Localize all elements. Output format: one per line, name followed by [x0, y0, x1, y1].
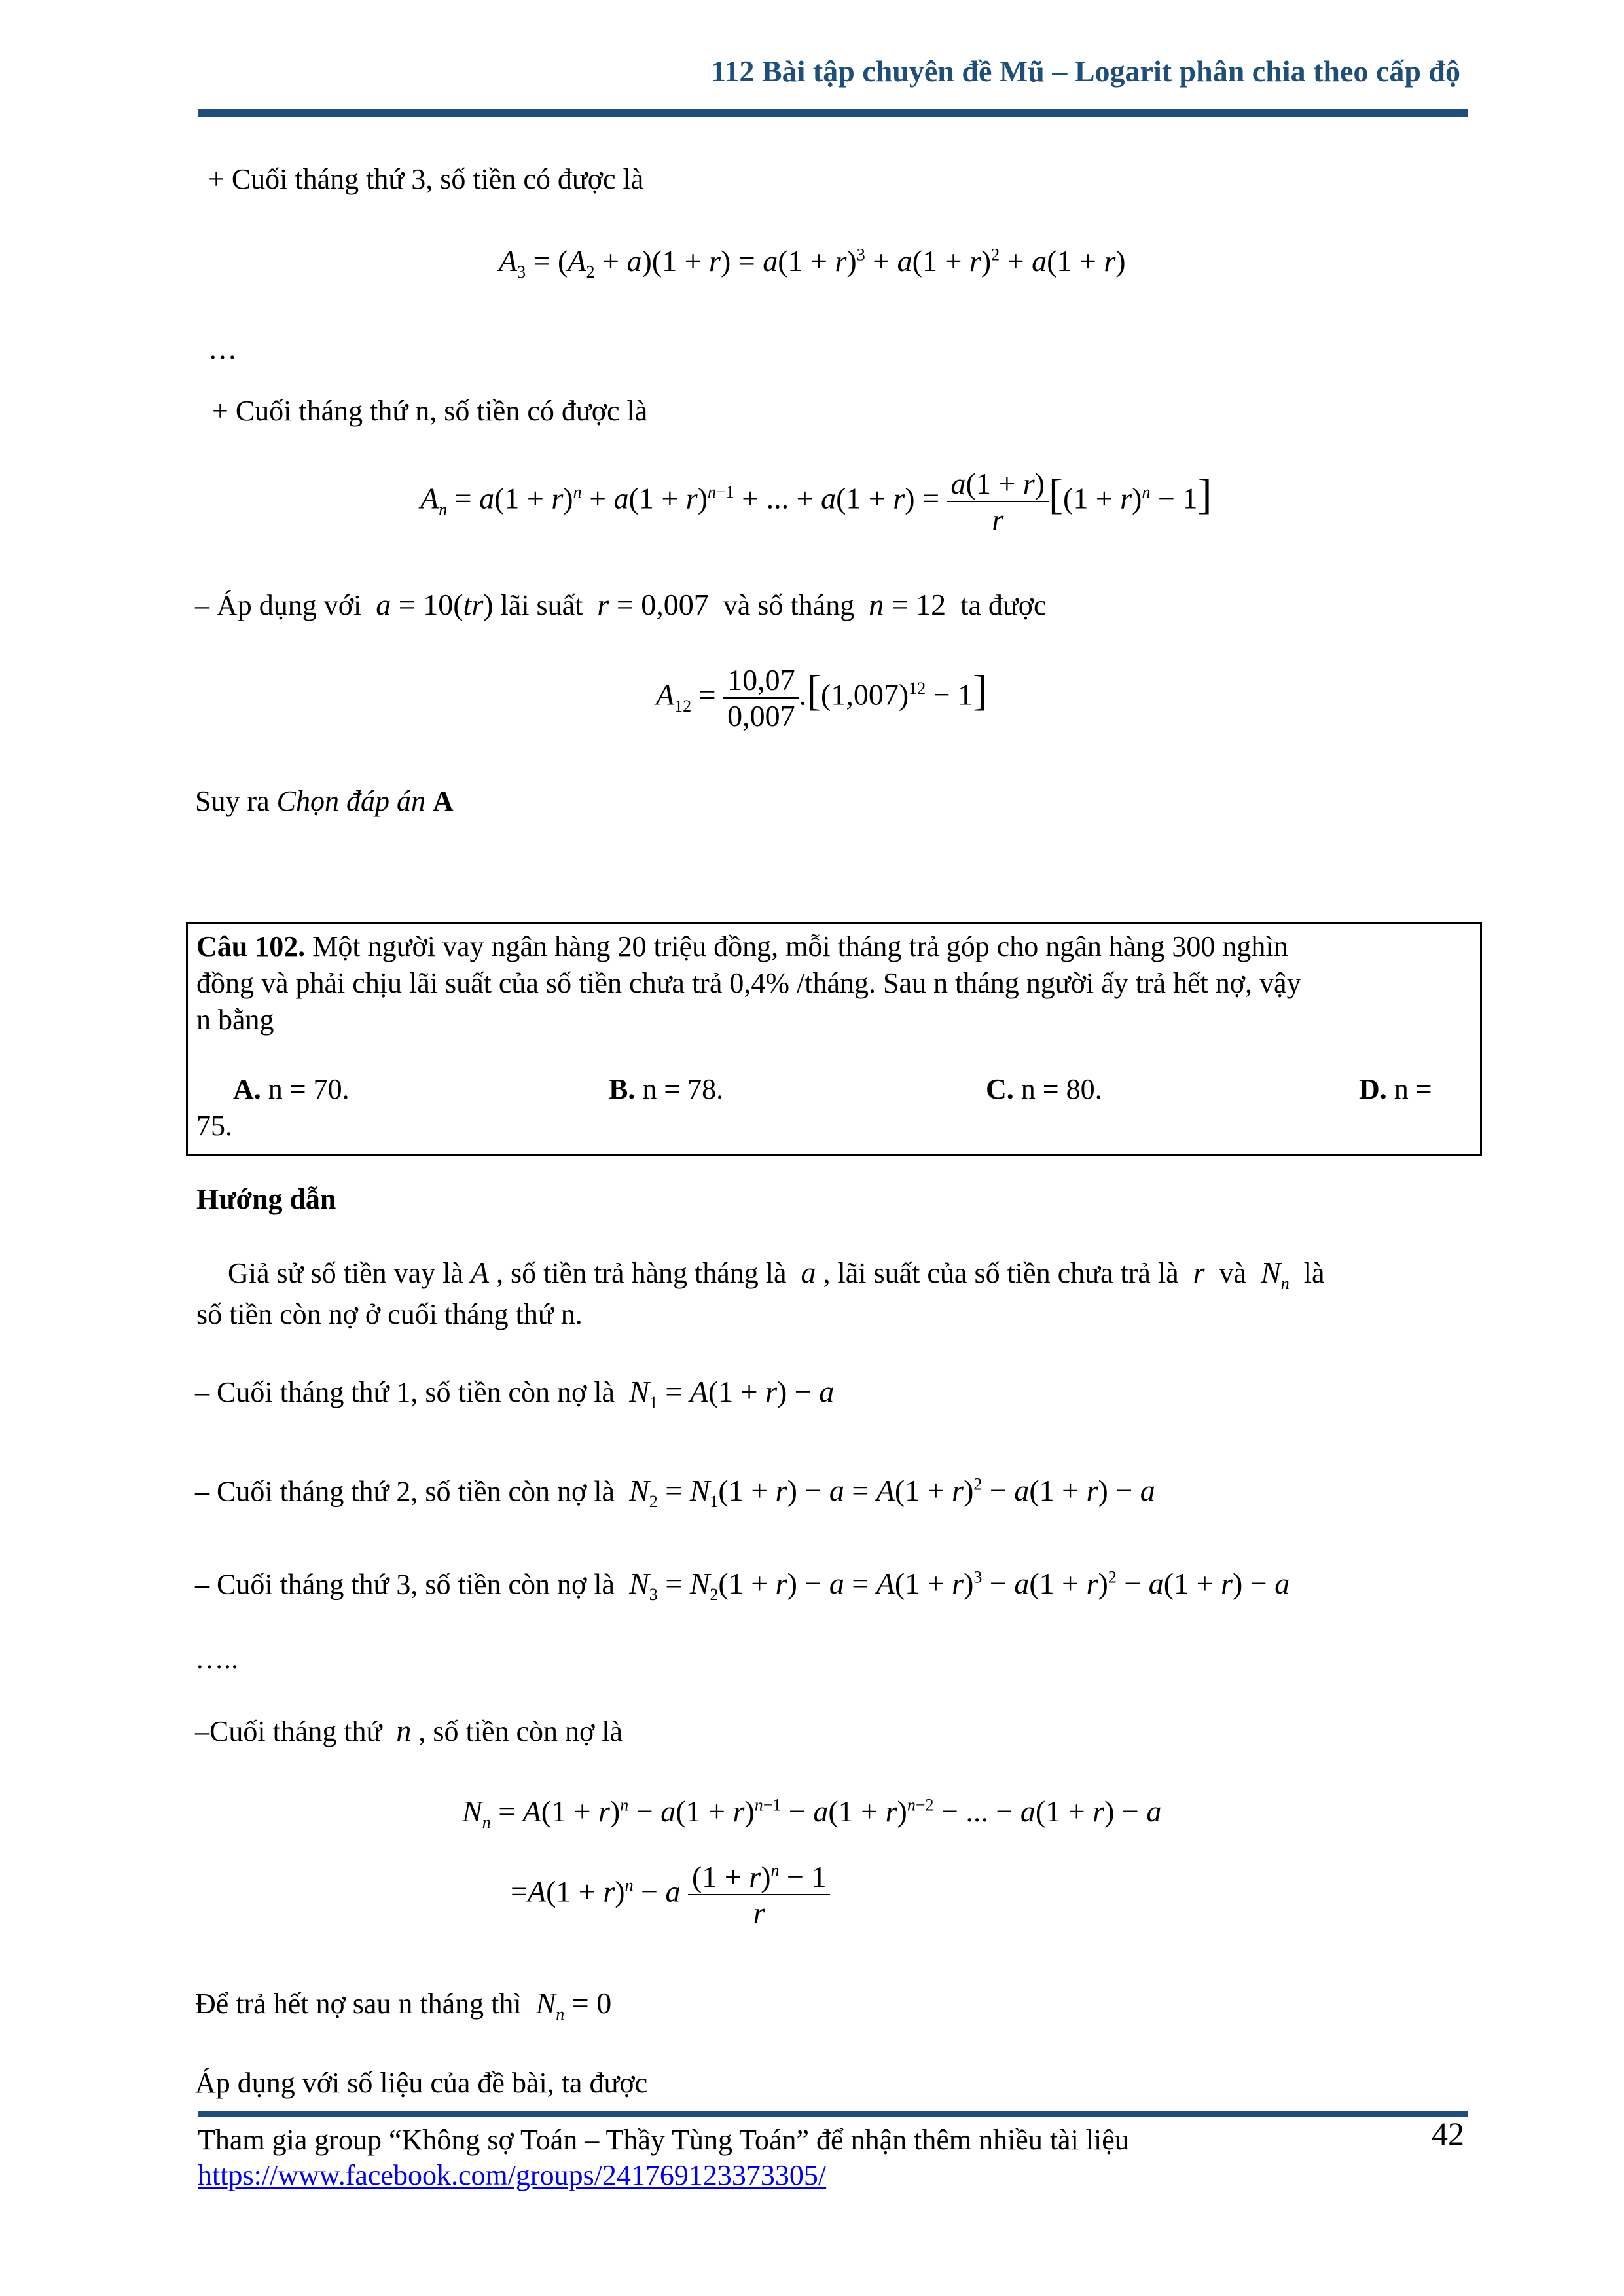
step-1	[195, 1375, 834, 1420]
apply-data-line: Áp dụng với số liệu của đề bài, ta được	[195, 2067, 648, 2099]
option-a	[233, 1072, 350, 1106]
question-label: Câu 102.	[196, 930, 306, 962]
conclusion-italic: Chọn đáp án	[276, 785, 426, 817]
conclusion-line	[195, 784, 454, 818]
page-header-title: 112 Bài tập chuyên đề Mũ – Logarit phân chia theo cấp độ	[710, 54, 1460, 88]
guide-para1-line1	[228, 1256, 1325, 1301]
step-2-formula: $N_2 = N_1(1 + r) - a = A(1 + r)^2 - a(1 + r) - a$	[629, 1474, 1155, 1512]
option-d-key: D.	[1359, 1073, 1387, 1105]
option-b-value: n = 78.	[642, 1073, 724, 1105]
apply-n: n = 12	[869, 588, 947, 621]
apply-line	[195, 588, 1047, 623]
option-a-value: n = 70.	[268, 1073, 350, 1105]
guide-para1-e: là	[1303, 1257, 1325, 1289]
step-2	[195, 1468, 1155, 1520]
step-3	[195, 1561, 1290, 1613]
text-line-month3: + Cuối tháng thứ 3, số tiền có được là	[208, 163, 644, 195]
guide-para1-d: và	[1219, 1257, 1247, 1289]
apply-prefix: – Áp dụng với	[195, 589, 362, 621]
option-c	[986, 1072, 1102, 1106]
option-d	[1359, 1072, 1432, 1106]
ellipsis-1: …	[208, 333, 237, 365]
step-3-formula: $N_3 = N_2(1 + r) - a = A(1 + r)^3 - a(1 + r)^2 - a(1 + r) - a$	[629, 1567, 1290, 1605]
option-d-wrap: 75.	[196, 1110, 232, 1142]
apply-mid2: và số tháng	[723, 589, 855, 621]
var-Nn: $N_n$	[1261, 1256, 1290, 1294]
var-A: A	[470, 1256, 489, 1289]
step-2-label: – Cuối tháng thứ 2, số tiền còn nợ là	[195, 1475, 615, 1508]
question-line-3: n bằng	[196, 1004, 274, 1036]
guide-para1-a: Giả sử số tiền vay là	[228, 1257, 463, 1289]
step-1-label: – Cuối tháng thứ 1, số tiền còn nợ là	[195, 1376, 615, 1408]
conclusion-answer: A	[433, 785, 454, 817]
option-a-key: A.	[233, 1073, 261, 1105]
var-r: r	[1193, 1256, 1205, 1289]
step-n-label-b: , số tiền còn nợ là	[418, 1715, 623, 1747]
payoff-line	[195, 1986, 611, 2032]
step-3-label: – Cuối tháng thứ 3, số tiền còn nợ là	[195, 1568, 615, 1601]
step-1-formula: $N_1 = A(1 + r) - a$	[629, 1375, 835, 1413]
option-b-key: B.	[609, 1073, 636, 1105]
guide-para1-line2: số tiền còn nợ ở cuối tháng thứ n.	[196, 1298, 583, 1330]
apply-r: r = 0,007	[597, 588, 709, 621]
apply-end: ta được	[960, 589, 1047, 621]
payoff-formula: $N_n = 0$	[535, 1986, 612, 2024]
footer-rule	[198, 2111, 1468, 2117]
formula-Nn-2: $=A(1 + r)^n - a$ $\frac{(1 + r)^n - 1}{r}$	[511, 1859, 830, 1930]
step-n-label-a: –Cuối tháng thứ	[195, 1715, 382, 1747]
option-c-value: n = 80.	[1020, 1073, 1102, 1105]
header-rule	[198, 109, 1468, 117]
question-text-1: Một người vay ngân hàng 20 triệu đồng, mỗi tháng trả góp cho ngân hàng 300 nghìn	[312, 930, 1288, 962]
ellipsis-2: …..	[195, 1643, 238, 1675]
text-line-monthn: + Cuối tháng thứ n, số tiền có được là	[212, 395, 648, 427]
guide-para1-b: , số tiền trả hàng tháng là	[496, 1257, 787, 1289]
formula-Nn-1: $N_n = A(1 + r)^n - a(1 + r)^{n-1} - a(1 + r)^{n-2}$ − ... − a(1 + r) − a	[462, 1795, 1162, 1832]
page-number: 42	[1432, 2115, 1464, 2152]
question-line-2: đồng và phải chịu lãi suất của số tiền chưa trả 0,4% /tháng. Sau n tháng người ấy trả hết nợ, vậy	[196, 967, 1301, 999]
conclusion-prefix: Suy ra	[195, 785, 277, 817]
apply-a: a = 10(tr)	[376, 588, 494, 621]
step-n	[195, 1714, 623, 1749]
formula-A3: $A_3 = (A_2 + a)(1 + r) = a(1 + r)^3 + a(1 + r)^2 + a(1 + r)$	[499, 244, 1126, 282]
formula-An: $A_n = a(1 + r)^n + a(1 + r)^{n-1}$ + ... + a(1 + r) = $\frac{a(1 + r)}{r}$ $[(1 + r)^n - 1]$	[420, 467, 1212, 536]
payoff-label: Để trả hết nợ sau n tháng thì	[195, 1988, 522, 2020]
footer-group-link[interactable]: https://www.facebook.com/groups/241769123373305/	[198, 2159, 827, 2191]
footer-text: Tham gia group “Không sợ Toán – Thầy Tùng Toán” để nhận thêm nhiều tài liệu	[198, 2124, 1129, 2156]
var-n: n	[396, 1714, 412, 1747]
question-line-1	[196, 930, 1288, 964]
option-c-key: C.	[986, 1073, 1014, 1105]
guide-heading: Hướng dẫn	[196, 1183, 336, 1215]
formula-A12: $A_{12}$ = $\frac{10,07}{0,007}$ $.[(1,007)^{12} - 1]$	[656, 663, 988, 733]
option-b	[609, 1072, 723, 1106]
guide-para1-c: , lãi suất của số tiền chưa trả là	[823, 1257, 1179, 1289]
apply-mid1: lãi suất	[500, 589, 583, 621]
option-d-value: n =	[1394, 1073, 1432, 1105]
var-a: a	[801, 1256, 816, 1289]
